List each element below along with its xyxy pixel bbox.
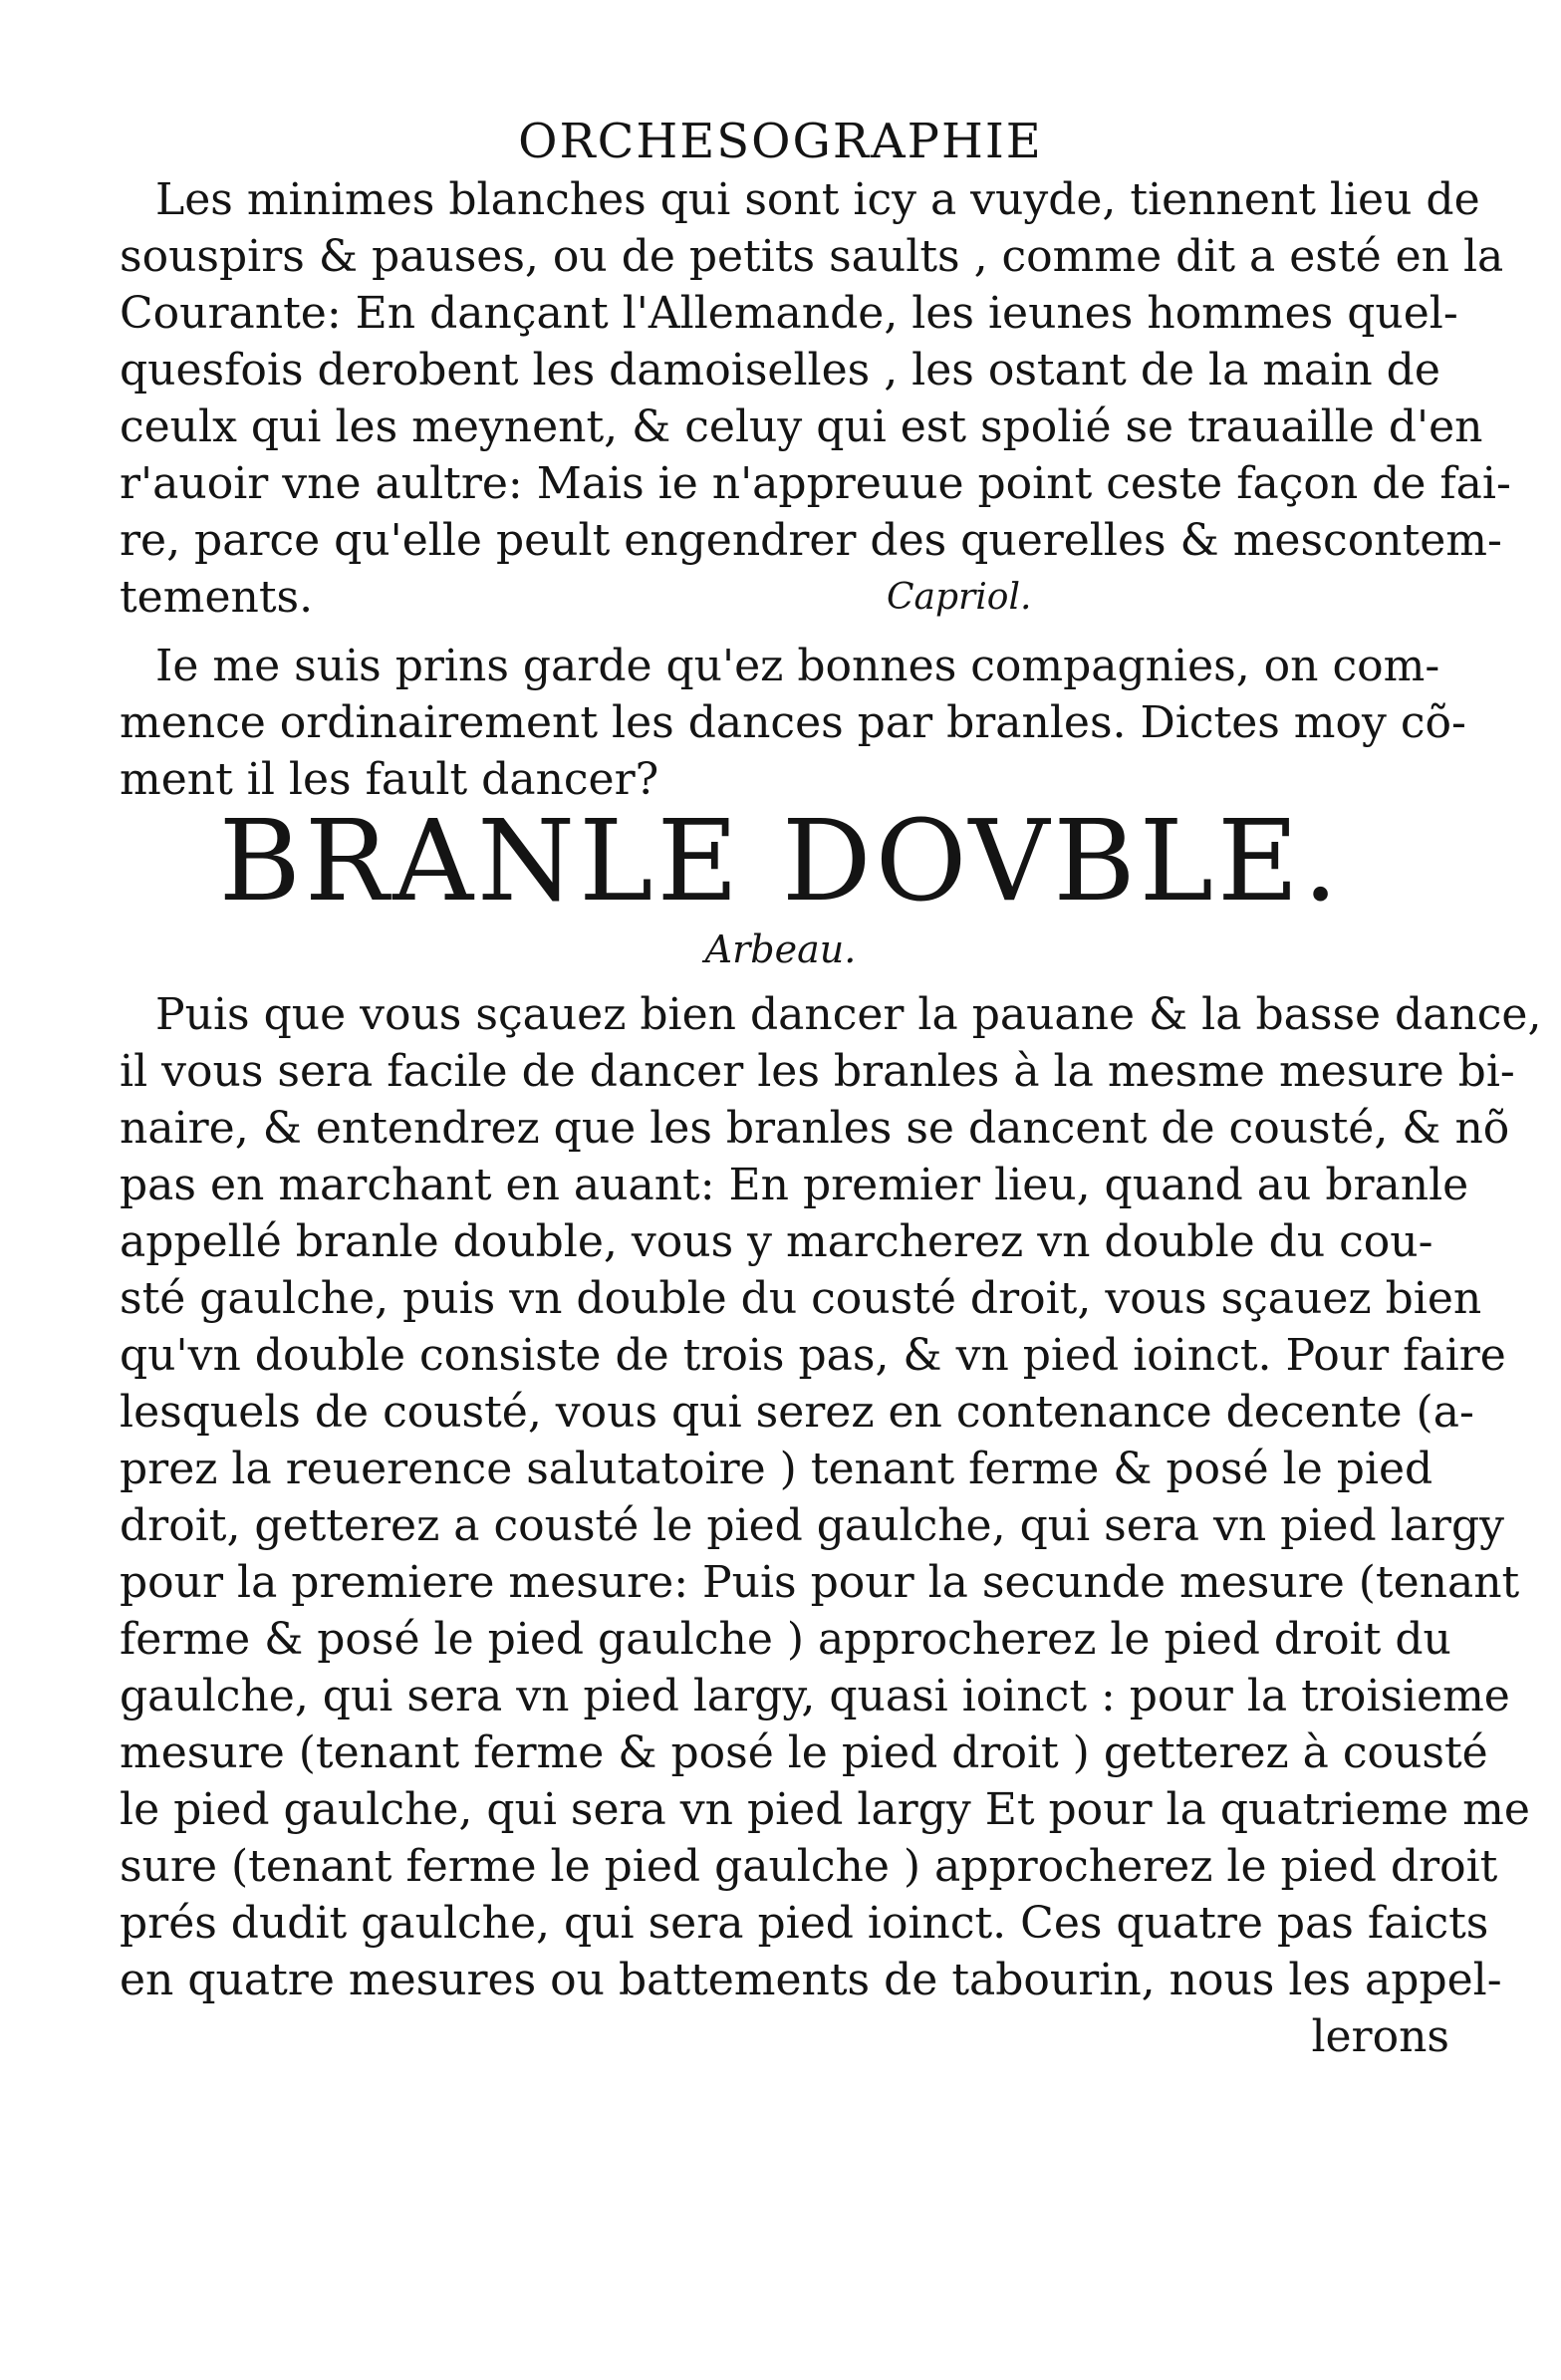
text-line: quesfois derobent les damoiselles , les ostant de la main de bbox=[120, 345, 1440, 396]
text-line: mesure (tenant ferme & posé le pied droit ) getterez à cousté bbox=[120, 1727, 1488, 1778]
text-line: mence ordinairement les dances par branles. Dictes moy cõ- bbox=[120, 697, 1466, 748]
text-line: Ie me suis prins garde qu'ez bonnes compagnies, on com- bbox=[155, 641, 1440, 691]
text-line: il vous sera facile de dancer les branles à la mesme mesure bi- bbox=[120, 1046, 1515, 1097]
text-line: pour la premiere mesure: Puis pour la secunde mesure (tenant bbox=[120, 1557, 1520, 1608]
text-line: pas en marchant en auant: En premier lieu, quand au branle bbox=[120, 1160, 1469, 1210]
running-head: ORCHESOGRAPHIE bbox=[518, 114, 1043, 169]
paragraph-3 bbox=[120, 986, 1542, 2065]
text-line bbox=[120, 569, 1449, 626]
text-line: Puis que vous sçauez bien dancer la pauane & la basse dance, bbox=[155, 989, 1542, 1040]
text-line: prés dudit gaulche, qui sera pied ioinct. Ces quatre pas faicts bbox=[120, 1898, 1489, 1949]
text-line: gaulche, qui sera vn pied largy, quasi ioinct : pour la troisieme bbox=[120, 1671, 1510, 1721]
section-title: BRANLE DOVBLE. bbox=[218, 797, 1343, 926]
text-line: Les minimes blanches qui sont icy a vuyde, tiennent lieu de bbox=[155, 174, 1480, 225]
speaker-arbeau: Arbeau. bbox=[704, 927, 857, 971]
text-line: ceulx qui les meynent, & celuy qui est spolié se trauaille d'en bbox=[120, 401, 1483, 452]
catchword: lerons bbox=[1311, 2011, 1449, 2062]
text-line: naire, & entendrez que les branles se dancent de cousté, & nõ bbox=[120, 1103, 1510, 1154]
text-line: sure (tenant ferme le pied gaulche ) approcherez le pied droit bbox=[120, 1841, 1498, 1892]
text-line: ferme & posé le pied gaulche ) approcherez le pied droit du bbox=[120, 1614, 1451, 1665]
text-line: prez la reuerence salutatoire ) tenant ferme & posé le pied bbox=[120, 1444, 1433, 1494]
text-line: qu'vn double consiste de trois pas, & vn pied ioinct. Pour faire bbox=[120, 1330, 1506, 1381]
text-line: lesquels de cousté, vous qui serez en contenance decente (a- bbox=[120, 1387, 1474, 1438]
text-line-end: tements. bbox=[120, 572, 314, 623]
text-line: en quatre mesures ou battements de tabourin, nous les appel- bbox=[120, 1955, 1502, 2005]
text-line: souspirs & pauses, ou de petits saults , comme dit a esté en la bbox=[120, 231, 1504, 282]
speaker-capriol: Capriol. bbox=[887, 577, 1032, 618]
text-line: le pied gaulche, qui sera vn pied largy Et pour la quatrieme me bbox=[120, 1784, 1530, 1835]
paragraph-2 bbox=[120, 638, 1466, 808]
text-line: re, parce qu'elle peult engendrer des querelles & mescontem- bbox=[120, 515, 1502, 566]
text-line: droit, getterez a cousté le pied gaulche, qui sera vn pied largy bbox=[120, 1500, 1504, 1551]
text-line: sté gaulche, puis vn double du cousté droit, vous sçauez bien bbox=[120, 1273, 1482, 1324]
paragraph-1 bbox=[120, 171, 1511, 626]
text-line: appellé branle double, vous y marcherez vn double du cou- bbox=[120, 1216, 1433, 1267]
text-line: Courante: En dançant l'Allemande, les ieunes hommes quel- bbox=[120, 288, 1458, 339]
text-line: r'auoir vne aultre: Mais ie n'appreuue point ceste façon de fai- bbox=[120, 458, 1511, 509]
text-line: ment il les fault dancer? bbox=[120, 754, 659, 805]
